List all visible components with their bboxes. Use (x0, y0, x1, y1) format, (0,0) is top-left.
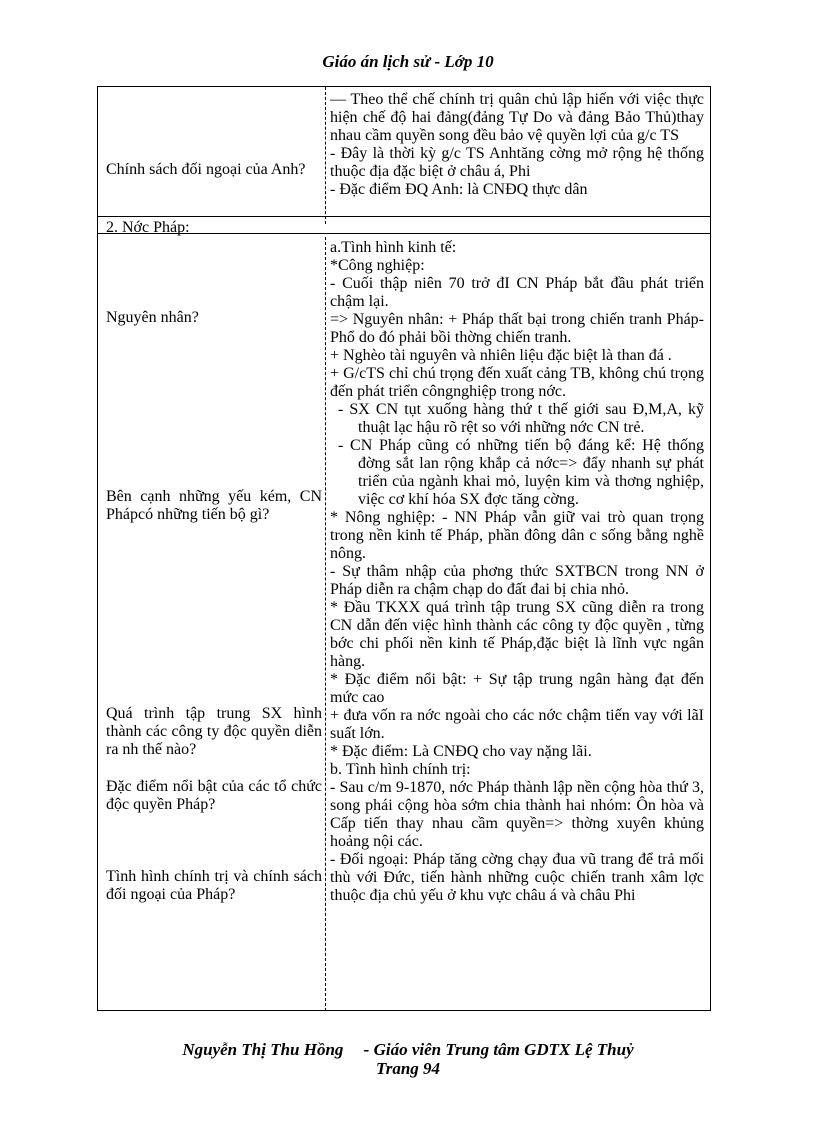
answer-paragraph: - Đây là thời kỳ g/c TS Anhtăng cờng mở rộng hệ thống thuộc địa đặc biệt ở châu á, Phi (330, 145, 704, 180)
answer-paragraph: * Đặc điểm: Là CNĐQ cho vay nặng lãi. (330, 743, 592, 760)
footer-role: - Giáo viên Trung tâm GDTX Lệ Thuỷ (363, 1040, 634, 1059)
question-foreign-policy-england: Chính sách đối ngoại của Anh? (106, 161, 306, 178)
column-divider (325, 237, 326, 1011)
answer-paragraph: * Đầu TKXX quá trình tập trung SX cũng diễn ra trong CN dẫn đến việc hình thành các công ty độc quyền , từng bớc chi phối nền kinh tế Pháp,đặc biệt là lĩnh vực ngân hàng. (330, 599, 704, 670)
answer-block-england (330, 91, 704, 199)
answer-paragraph: b. Tình hình chính trị: (330, 761, 471, 778)
answer-paragraph: - Đối ngoại: Pháp tăng cờng chạy đua vũ trang để trả mối thù với Đức, tiến hành những cuộc chiến tranh xâm lợc thuộc địa chủ yếu ở khu vực châu á và châu Phi (330, 851, 704, 904)
answer-paragraph: * Nông nghiệp: - NN Pháp vẫn giữ vai trò quan trọng trong nền kinh tế Pháp, phần đông dân c sống bằng nghề nông. (330, 509, 704, 562)
row-divider (98, 216, 710, 217)
row-divider (98, 233, 710, 234)
answer-paragraph: + đưa vốn ra nớc ngoài cho các nớc chậm tiến vay với lãI suất lớn. (330, 707, 704, 742)
answer-paragraph: *Công nghiệp: (330, 257, 425, 274)
answer-paragraph: + G/cTS chỉ chú trọng đến xuất cảng TB, không chú trọng đến phát triển côngnghiệp trong nớc. (330, 365, 704, 400)
page-footer (0, 1040, 816, 1078)
footer-author: Nguyễn Thị Thu Hồng (182, 1040, 344, 1059)
answer-paragraph: - Sau c/m 9-1870, nớc Pháp thành lập nền cộng hòa thứ 3, song phái cộng hòa sớm chia thành hai nhóm: Ôn hòa và Cấp tiến thay nhau cầm quyền=> thờng xuyên khủng hoảng nội các. (330, 779, 704, 850)
answer-paragraph: => Nguyên nhân: + Pháp thất bại trong chiến tranh Pháp-Phổ do đó phải bồi thờng chiến tranh. (330, 311, 704, 346)
question-monopoly-features: Đặc điểm nổi bật của các tổ chức độc quyền Pháp? (106, 778, 322, 813)
answer-block-france (330, 239, 704, 905)
footer-page-number: Trang 94 (375, 1059, 441, 1078)
answer-paragraph: - CN Pháp cũng có những tiến bộ đáng kể: Hệ thống đờng sắt lan rộng khắp cả nớc=> đẩy nhanh sự phát triển của ngành khai mỏ, luyện kim và thơng nghiệp, việc cơ khí hóa SX đợc tăng cờng. (338, 437, 704, 508)
answer-paragraph: - SX CN tụt xuống hàng thứ t thế giới sau Đ,M,A, kỹ thuật lạc hậu rõ rệt so với những nớc CN trẻ. (338, 401, 704, 436)
answer-paragraph: - Cuối thập niên 70 trở đI CN Pháp bắt đầu phát triển chậm lại. (330, 275, 704, 310)
column-divider (325, 87, 326, 224)
answer-paragraph: — Theo thể chế chính trị quân chủ lập hiến với việc thực hiện chế độ hai đảng(đảng Tự Do và đảng Bảo Thủ)thay nhau cầm quyền song đều bảo vệ quyền lợi của g/c TS (330, 91, 704, 144)
question-politics-france: Tình hình chính trị và chính sách đối ngoại của Pháp? (106, 868, 322, 903)
answer-paragraph: a.Tình hình kinh tế: (330, 239, 457, 256)
answer-paragraph: * Đặc điểm nổi bật: + Sự tập trung ngân hàng đạt đến mức cao (330, 671, 704, 706)
page-header-title: Giáo án lịch sử - Lớp 10 (322, 52, 494, 71)
question-monopoly-formation: Quá trình tập trung SX hình thành các công ty độc quyền diễn ra nh thế nào? (106, 705, 322, 758)
question-causes: Nguyên nhân? (106, 309, 199, 326)
answer-paragraph: - Sự thâm nhập của phơng thức SXTBCN trong NN ở Pháp diễn ra chậm chạp do đất đai bị chia nhỏ. (330, 563, 704, 598)
section-title-france: 2. Nớc Pháp: (106, 219, 190, 236)
answer-paragraph: - Đặc điểm ĐQ Anh: là CNĐQ thực dân (330, 181, 588, 198)
answer-paragraph: + Nghèo tài nguyên và nhiên liệu đặc biệt là than đá . (330, 347, 672, 364)
question-progress: Bên cạnh những yếu kém, CN Phápcó những tiến bộ gì? (106, 488, 322, 523)
lesson-table (97, 86, 711, 1011)
